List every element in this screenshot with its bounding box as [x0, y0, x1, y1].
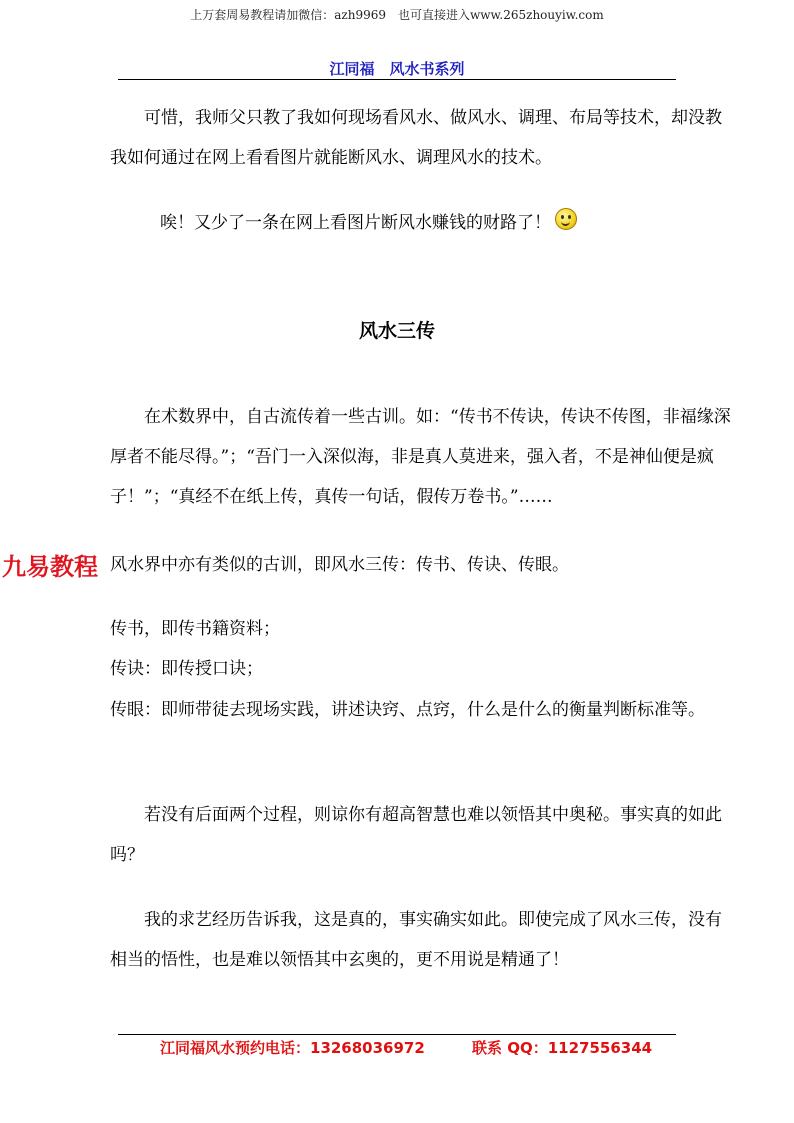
- paragraph-8: 若没有后面两个过程，则谅你有超高智慧也难以领悟其中奥秘。事实真的如此吗？: [110, 805, 722, 865]
- paragraph-2: [160, 203, 660, 243]
- footer-divider: [118, 1034, 676, 1035]
- paragraph-2-text: 唉！又少了一条在网上看图片断风水赚钱的财路了！: [160, 213, 551, 233]
- paragraph-7: 传眼：即师带徒去现场实践，讲述诀窍、点窍，什么是什么的衡量判断标准等。: [110, 700, 705, 720]
- top-watermark-text: 上万套周易教程请加微信：azh9969 也可直接进入www.265zhouyiw.com: [190, 8, 604, 22]
- paragraph-4: 风水界中亦有类似的古训，即风水三传：传书、传诀、传眼。: [110, 555, 569, 575]
- paragraph-1: 可惜，我师父只教了我如何现场看风水、做风水、调理、布局等技术，却没教我如何通过在网上看看图片就能断风水、调理风水的技术。: [110, 108, 722, 168]
- paragraph-9: 我的求艺经历告诉我，这是真的，事实确实如此。即使完成了风水三传，没有相当的悟性，也是难以领悟其中玄奥的，更不用说是精通了！: [110, 910, 722, 970]
- series-title: 江同福 风水书系列: [329, 60, 465, 78]
- section-title: 风水三传: [358, 320, 435, 342]
- header-divider: [118, 79, 676, 80]
- footer-phone: 江同福风水预约电话：13268036972: [160, 1039, 425, 1057]
- smiley-face-icon: [555, 208, 577, 230]
- paragraph-6: 传诀：即传授口诀；: [110, 659, 263, 679]
- brand-watermark: 九易教程: [2, 553, 98, 581]
- paragraph-3: 在术数界中，自古流传着一些古训。如：“传书不传诀，传诀不传图，非福缘深厚者不能尽得。”；“吾门一入深似海，非是真人莫进来，强入者，不是神仙便是疯子！”；“真经不在纸上传，真传一句话，假传万卷书。”……: [110, 407, 731, 507]
- footer-qq: 联系 QQ：1127556344: [472, 1039, 653, 1057]
- paragraph-5: 传书，即传书籍资料；: [110, 619, 280, 639]
